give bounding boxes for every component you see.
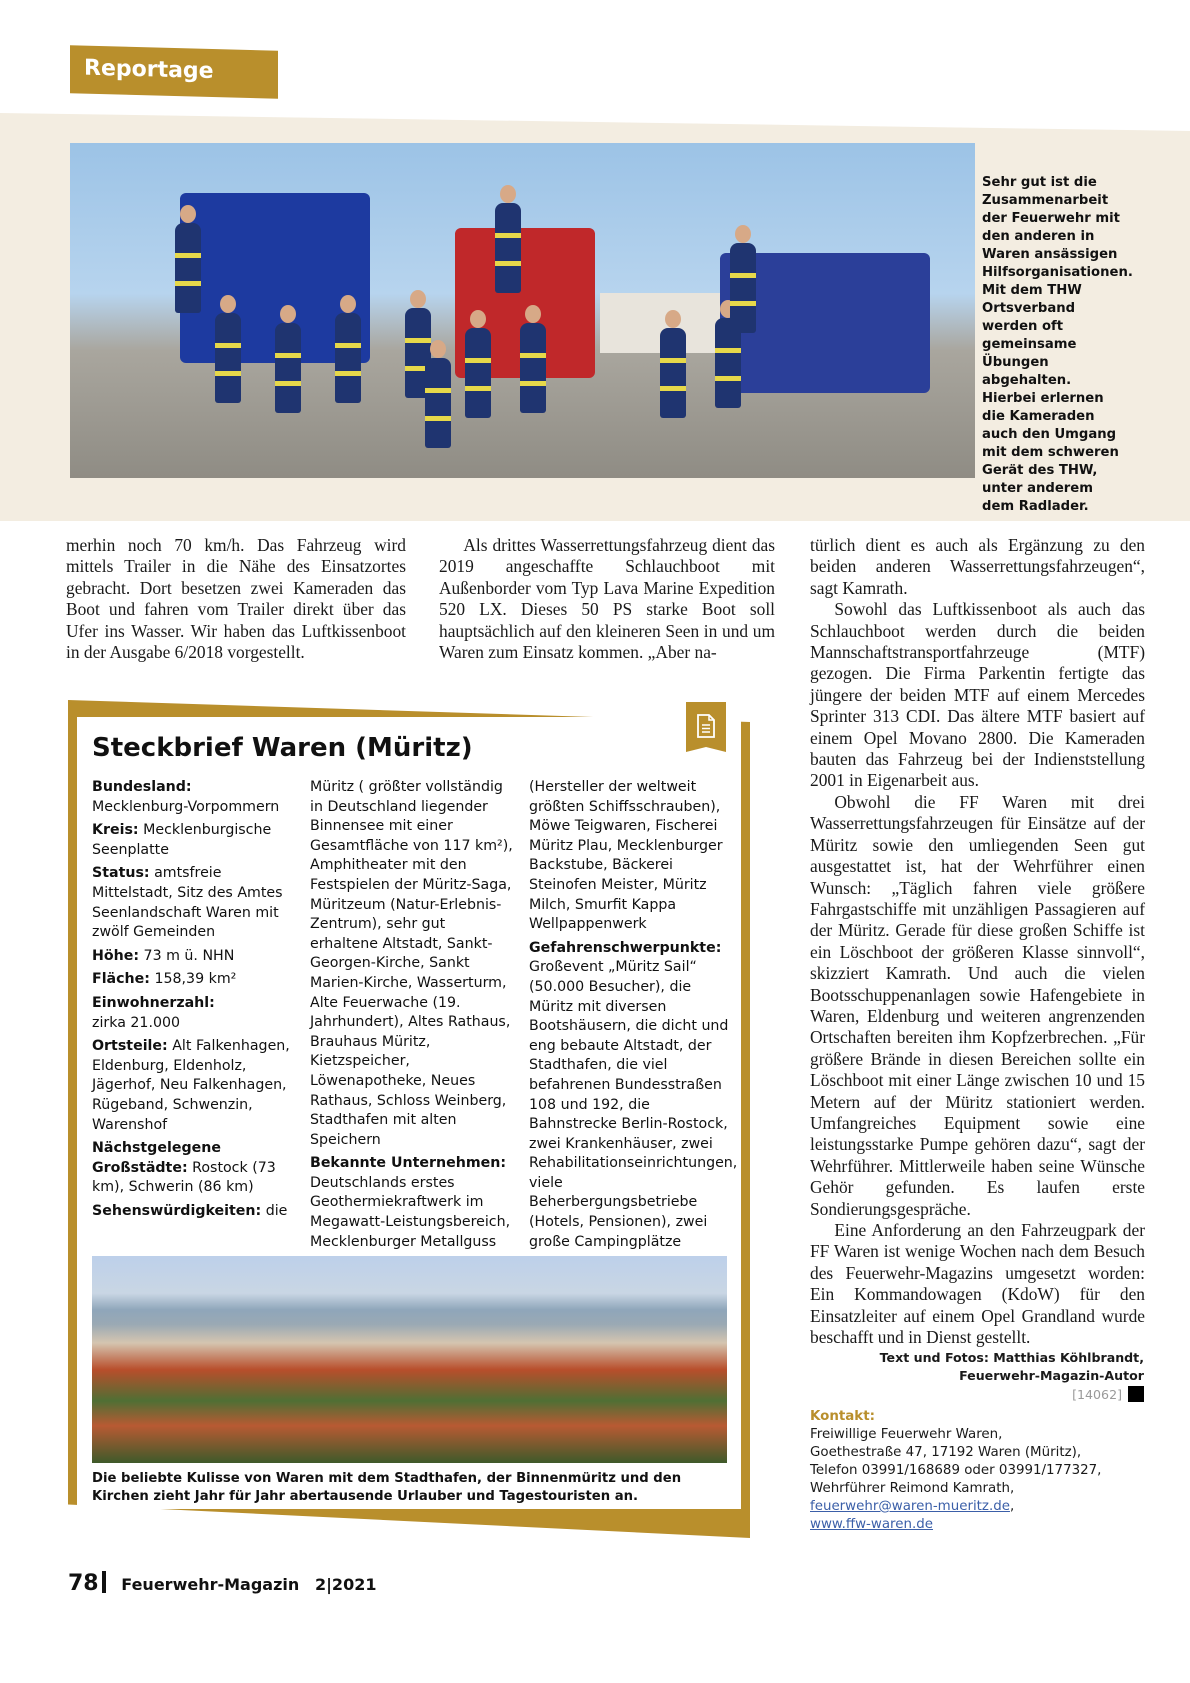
end-mark-icon	[1128, 1386, 1144, 1402]
fact-item	[310, 778, 515, 1150]
fact-item	[529, 778, 734, 935]
section-tag-label: Reportage	[84, 55, 214, 85]
town-panorama-photo	[92, 1256, 727, 1463]
paragraph: Sowohl das Luftkissenboot als auch das Schlauchboot werden durch die beiden Mannschaftstransportfahrzeuge (MTF) gezogen. Die Firma Parkentin fertigte das jüngere der beiden MTF auf einem Mercedes Sprinter 313 CDI. Das ältere MTF basiert auf einem Opel Movano 2800. Die Kameraden bauten das Fahrzeug bei der Indienststellung 2001 in Eigenarbeit aus.	[810, 599, 1145, 791]
fact-label: Gefahrenschwerpunkte:	[529, 939, 722, 956]
fact-item	[92, 821, 292, 860]
fact-label: Bekannte Unternehmen:	[310, 1155, 507, 1172]
credit-line: Text und Fotos: Matthias Köhlbrandt,	[879, 1350, 1144, 1365]
page-number: 78	[68, 1571, 99, 1596]
paragraph: türlich dient es auch als Ergänzung zu den beiden anderen Wasserrettungsfahrzeugen“, sagt Kamrath.	[810, 535, 1145, 598]
fact-item	[92, 1202, 292, 1222]
fact-label: Einwohnerzahl:	[92, 994, 215, 1011]
paragraph: Obwohl die FF Waren mit drei Wasserrettungsfahrzeugen für Einsätze auf der Müritz sowie den umliegenden Seen gut ausgestattet ist, hat der Wehrführer einen Wunsch: „Täglich fahren viele größere Fahrgastschiffe mit unzähligen Passagieren auf der Müritz. Gerade für diese großen Schiffe ist ein Löschboot der größeren Klasse sinnvoll“, skizziert Kamrath. Und auch die vielen Bootsschuppenanlagen sowie Hafengebiete in Waren, Eldenburg und weiteren angrenzenden Ortschaften bereiten ihm Kopfzerbrechen. „Für größere Brände in diesen Bereichen sollte ein Löschboot mit einer Länge zwischen 10 und 15 Metern auf der Müritz stationiert werden. Umfangreiches Equipment sowie eine leistungsstarke Pumpe gehören dazu“, sagt der Wehrführer. Mittlerweile haben seine Wünsche Gehör gefunden. Es laufen erste Sondierungsgespräche.	[810, 791, 1145, 1219]
fact-value: Rostock (73 km), Schwerin (86 km)	[92, 1159, 276, 1196]
paragraph: merhin noch 70 km/h. Das Fahrzeug wird mittels Trailer in die Nähe des Einsatzortes gebracht. Dort besetzen zwei Kameraden das Boot und fahren vom Trailer direkt über das Ufer ins Wasser. Wir haben das Luftkissenboot in der Ausgabe 6/2018 vorgestellt.	[66, 535, 406, 663]
contact-line: Goethestraße 47, 17192 Waren (Müritz),	[810, 1445, 1082, 1460]
email-link[interactable]: feuerwehr@waren-mueritz.de	[810, 1499, 1010, 1514]
fact-value: zirka 21.000	[92, 1014, 181, 1031]
fact-value: Müritz ( größter vollständig in Deutschland liegender Binnensee mit einer Gesamtfläche von 117 km²), Amphitheater mit den Festspielen der Müritz-Saga, Müritzeum (Natur-Erlebnis-Zentrum), sehr gut erhaltene Altstadt, Sankt-Georgen-Kirche, Sankt Marien-Kirche, Wasserturm, Alte Feuerwache (19. Jahrhundert), Altes Rathaus, Brauhaus Müritz, Kietzspeicher, Löwenapotheke, Neues Rathaus, Schloss Weinberg, Stadthafen mit alten Speichern	[310, 779, 513, 1148]
person	[335, 313, 361, 403]
person	[425, 358, 451, 448]
fact-item	[92, 970, 292, 990]
section-tag	[70, 45, 278, 98]
fact-label: Höhe:	[92, 947, 140, 964]
top-photo-caption: Sehr gut ist die Zusammenarbeit der Feuerwehr mit den anderen in Waren ansässigen Hilfsorganisationen. Mit dem THW Ortsverband werden oft gemeinsame Übungen abgehalten. Hierbei erlernen die Kameraden auch den Umgang mit dem schweren Gerät des THW, unter anderem dem Radlader.	[982, 175, 1133, 514]
fact-value: (Hersteller der weltweit größten Schiffsschrauben), Möwe Teigwaren, Fischerei Müritz Plau, Mecklenburger Backstube, Bäckerei Steinofen Meister, Müritz Milch, Smurfit Kappa Wellpappenwerk	[529, 779, 723, 933]
fact-value: Mecklenburg-Vorpommern	[92, 798, 280, 815]
page-footer	[68, 1571, 376, 1596]
contact-line: Freiwillige Feuerwehr Waren,	[810, 1427, 1003, 1442]
contact-block	[810, 1408, 1150, 1534]
fact-value: amtsfreie Mittelstadt, Sitz des Amtes Seenlandschaft Waren mit zwölf Gemeinden	[92, 865, 283, 941]
person	[730, 243, 756, 333]
fact-label: Sehenswürdigkeiten:	[92, 1202, 262, 1219]
person	[465, 328, 491, 418]
top-photo	[70, 143, 975, 478]
fact-item	[92, 994, 292, 1033]
punctuation: ,	[1009, 1499, 1015, 1514]
article-column-3	[810, 535, 1145, 1348]
fact-value: Mecklenburgische Seenplatte	[92, 822, 272, 858]
article-reference	[1072, 1386, 1144, 1402]
fact-label: Kreis:	[92, 822, 139, 839]
person	[520, 323, 546, 413]
fact-item	[529, 939, 738, 1253]
issue-number: 2|2021	[314, 1575, 377, 1594]
fact-label: Nächstgelegene Großstädte:	[92, 1140, 221, 1176]
fact-item	[92, 1037, 292, 1135]
fact-item	[92, 1139, 292, 1198]
fact-label: Status:	[92, 865, 150, 882]
factbox-title: Steckbrief Waren (Müritz)	[92, 733, 473, 763]
factbox-column-1	[92, 778, 292, 1225]
fact-value: 158,39 km²	[149, 971, 237, 988]
person	[495, 203, 521, 293]
fact-value: Deutschlands erstes Geothermiekraftwerk im Megawatt-Leistungsbereich, Mecklenburger Metallguss	[310, 1174, 511, 1250]
fact-label: Ortsteile:	[92, 1038, 168, 1055]
factbox-column-2	[310, 778, 515, 1256]
website-link[interactable]: www.ffw-waren.de	[810, 1517, 933, 1532]
article-column-2	[439, 535, 775, 663]
panorama-caption: Die beliebte Kulisse von Waren mit dem Stadthafen, der Binnenmüritz und den Kirchen zieht Jahr für Jahr abertausende Urlauber und Tagestouristen an.	[92, 1471, 682, 1504]
fact-label: Fläche:	[92, 971, 150, 988]
footer-divider	[102, 1571, 106, 1593]
magazine-name: Feuerwehr-Magazin	[121, 1575, 300, 1594]
fact-item	[92, 864, 292, 942]
reference-number: [14062]	[1072, 1386, 1122, 1402]
paragraph: Als drittes Wasserrettungsfahrzeug dient das 2019 angeschaffte Schlauchboot mit Außenborder vom Typ Lava Marine Expedition 520 LX. Dieses 50 PS starke Boot soll hauptsächlich auf den kleineren Seen in und um Waren zum Einsatz kommen. „Aber na-	[439, 535, 775, 663]
fact-value: die	[261, 1202, 288, 1219]
fact-value: Großevent „Müritz Sail“ (50.000 Besucher), die Müritz mit diversen Bootshäusern, die dicht und eng bebaute Altstadt, der Stadthafen, die viel befahrenen Bundesstraßen 108 und 192, die Bahnstrecke Berlin-Rostock, zwei Krankenhäuser, zwei Rehabilitationseinrichtungen, viele Beherbergungsbetriebe (Hotels, Pensionen), zwei große Campingplätze	[529, 959, 738, 1250]
article-column-1	[66, 535, 406, 663]
paragraph: Eine Anforderung an den Fahrzeugpark der FF Waren ist wenige Wochen nach dem Besuch des Feuerwehr-Magazins umgesetzt worden: Ein Kommandowagen (KdoW) für den Einsatzleiter auf einem Opel Grandland wurde beschafft und in Dienst gestellt.	[810, 1220, 1145, 1348]
fact-label: Bundesland:	[92, 779, 192, 795]
contact-line: Wehrführer Reimond Kamrath,	[810, 1481, 1015, 1496]
person	[175, 223, 201, 313]
person	[215, 313, 241, 403]
contact-label: Kontakt:	[810, 1409, 875, 1424]
person	[660, 328, 686, 418]
person	[275, 323, 301, 413]
credit-line: Feuerwehr-Magazin-Autor	[959, 1368, 1144, 1383]
document-icon	[696, 714, 716, 738]
fact-item	[92, 778, 292, 817]
author-credit	[880, 1349, 1144, 1385]
factbox-column-3	[529, 778, 738, 1256]
factbox-badge	[686, 702, 726, 752]
fact-value: Alt Falkenhagen, Eldenburg, Eldenholz, Jägerhof, Neu Falkenhagen, Rügeband, Schwenzin, Warenshof	[92, 1038, 290, 1133]
contact-line: Telefon 03991/168689 oder 03991/177327,	[810, 1463, 1102, 1478]
fact-item	[310, 1154, 515, 1252]
fact-value: 73 m ü. NHN	[139, 947, 235, 964]
fact-item	[92, 947, 292, 967]
